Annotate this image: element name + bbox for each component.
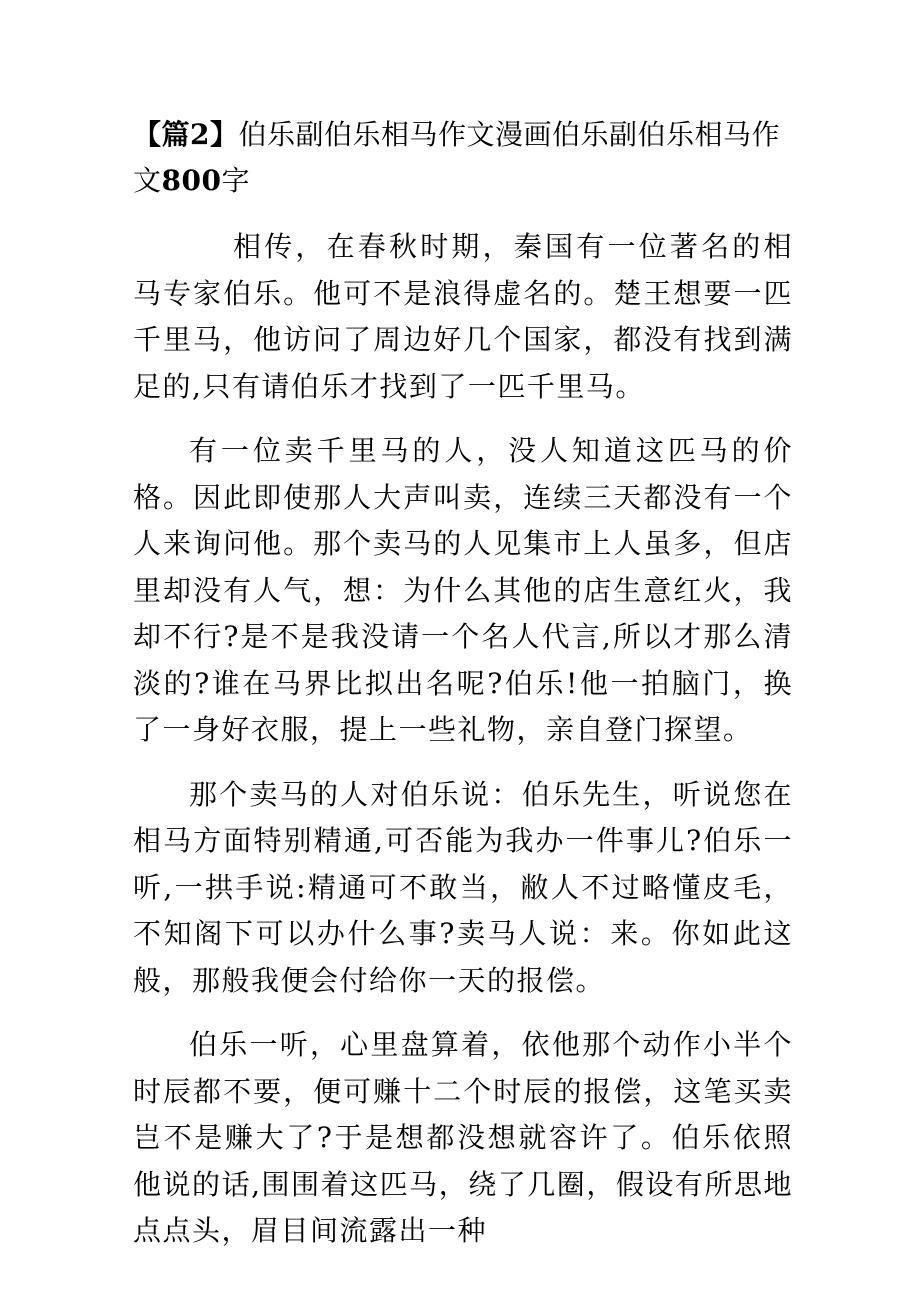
title-text-main: 伯乐副伯乐相马作文漫画伯乐副伯乐相马作文 <box>133 118 781 197</box>
paragraph-3: 那个卖马的人对伯乐说：伯乐先生，听说您在相马方面特别精通,可否能为我办一件事儿?伯乐一听,一拱手说:精通可不敢当，敝人不过略懂皮毛，不知阁下可以办什么事?卖马人说：来。你如此这般，那般我便会付给你一天的报偿。 <box>133 777 793 997</box>
document-title <box>133 112 793 204</box>
paragraph-4: 伯乐一听，心里盘算着，依他那个动作小半个时辰都不要，便可赚十二个时辰的报偿，这笔买卖岂不是赚大了?于是想都没想就容许了。伯乐依照他说的话,围围着这匹马，绕了几圈，假设有所思地点点头，眉目间流露出一种 <box>133 1028 793 1247</box>
title-bracket-open: 【 <box>133 118 162 151</box>
paragraph-1: 相传，在春秋时期，秦国有一位著名的相马专家伯乐。他可不是浪得虚名的。楚王想要一匹千里马，他访问了周边好几个国家，都没有找到满足的,只有请伯乐才找到了一匹千里马。 <box>133 230 793 403</box>
title-bracket-close: 】 <box>210 118 239 151</box>
title-number: 800 <box>161 164 222 197</box>
title-text-end: 字 <box>221 164 250 197</box>
title-label: 篇2 <box>161 118 210 151</box>
document-content <box>133 112 793 1255</box>
paragraph-2: 有一位卖千里马的人，没人知道这匹马的价格。因此即使那人大声叫卖，连续三天都没有一个人来询问他。那个卖马的人见集市上人虽多，但店里却没有人气，想：为什么其他的店生意红火，我却不行?是不是我没请一个名人代言,所以才那么清淡的?谁在马界比拟出名呢?伯乐!他一拍脑门，换了一身好衣服，提上一些礼物，亲自登门探望。 <box>133 434 793 746</box>
